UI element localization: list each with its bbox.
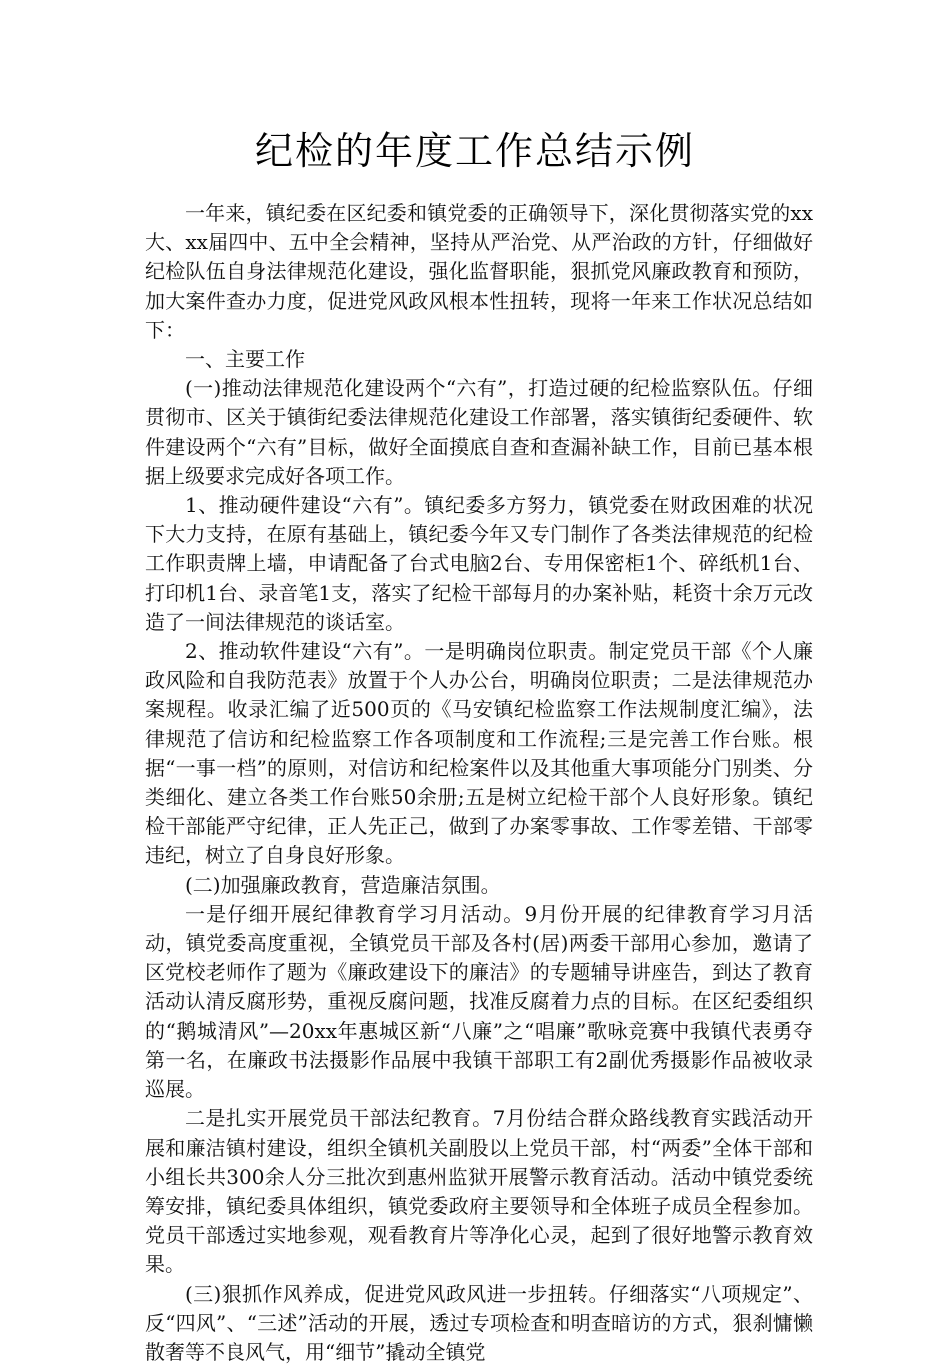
paragraph-intro: 一年来，镇纪委在区纪委和镇党委的正确领导下，深化贯彻落实党的xx大、xx届四中、五中全会精神，坚持从严治党、从严治政的方针，仔细做好纪检队伍自身法律规范化建设，强化监督职能，狠抓党风廉政教育和预防，加大案件查办力度，促进党风政风根本性扭转，现将一年来工作状况总结如下： bbox=[145, 201, 813, 342]
document-body bbox=[145, 199, 813, 1367]
paragraph-section-3: (三)狠抓作风养成，促进党风政风进一步扭转。仔细落实“八项规定”、反“四风”、“三述”活动的开展，透过专项检查和明查暗访的方式，狠刹慵懒散奢等不良风气，用“细节”撬动全镇党 bbox=[145, 1281, 813, 1364]
paragraph-hardware: 1、推动硬件建设“六有”。镇纪委多方努力，镇党委在财政困难的状况下大力支持，在原有基础上，镇纪委今年又专门制作了各类法律规范的纪检工作职责牌上墙，申请配备了台式电脑2台、专用保密柜1个、碎纸机1台、打印机1台、录音笔1支，落实了纪检干部每月的办案补贴，耗资十余万元改造了一间法律规范的谈话室。 bbox=[145, 493, 813, 634]
section-heading-main-work: 一、主要工作 bbox=[185, 347, 305, 372]
paragraph-section-1: (一)推动法律规范化建设两个“六有”，打造过硬的纪检监察队伍。仔细贯彻市、区关于镇街纪委法律规范化建设工作部署，落实镇街纪委硬件、软件建设两个“六有”目标，做好全面摸底自查和查漏补缺工作，目前已基本根据上级要求完成好各项工作。 bbox=[145, 376, 813, 488]
subsection-heading-education: (二)加强廉政教育，营造廉洁氛围。 bbox=[185, 872, 501, 897]
paragraph-education-month: 一是仔细开展纪律教育学习月活动。9月份开展的纪律教育学习月活动，镇党委高度重视，全镇党员干部及各村(居)两委干部用心参加，邀请了区党校老师作了题为《廉政建设下的廉洁》的专题辅导讲座告，到达了教育活动认清反腐形势，重视反腐问题，找准反腐着力点的目标。在区纪委组织的“鹅城清风”—20xx年惠城区新“八廉”之“唱廉”歌咏竞赛中我镇代表勇夺第一名，在廉政书法摄影作品展中我镇干部职工有2副优秀摄影作品被收录巡展。 bbox=[145, 901, 813, 1102]
paragraph-legal-education: 二是扎实开展党员干部法纪教育。7月份结合群众路线教育实践活动开展和廉洁镇村建设，组织全镇机关副股以上党员干部，村“两委”全体干部和小组长共300余人分三批次到惠州监狱开展警示教育活动。活动中镇党委统筹安排，镇纪委具体组织，镇党委政府主要领导和全体班子成员全程参加。党员干部透过实地参观，观看教育片等净化心灵，起到了很好地警示教育效果。 bbox=[145, 1106, 813, 1277]
paragraph-software: 2、推动软件建设“六有”。一是明确岗位职责。制定党员干部《个人廉政风险和自我防范表》放置于个人办公台，明确岗位职责；二是法律规范办案规程。收录汇编了近500页的《马安镇纪检监察工作法规制度汇编》，法律规范了信访和纪检监察工作各项制度和工作流程;三是完善工作台账。根据“一事一档”的原则，对信访和纪检案件以及其他重大事项能分门别类、分类细化、建立各类工作台账50余册;五是树立纪检干部个人良好形象。镇纪检干部能严守纪律，正人先正己，做到了办案零事故、工作零差错、干部零违纪，树立了自身良好形象。 bbox=[145, 639, 813, 868]
document-title: 纪检的年度工作总结示例 bbox=[254, 129, 695, 173]
